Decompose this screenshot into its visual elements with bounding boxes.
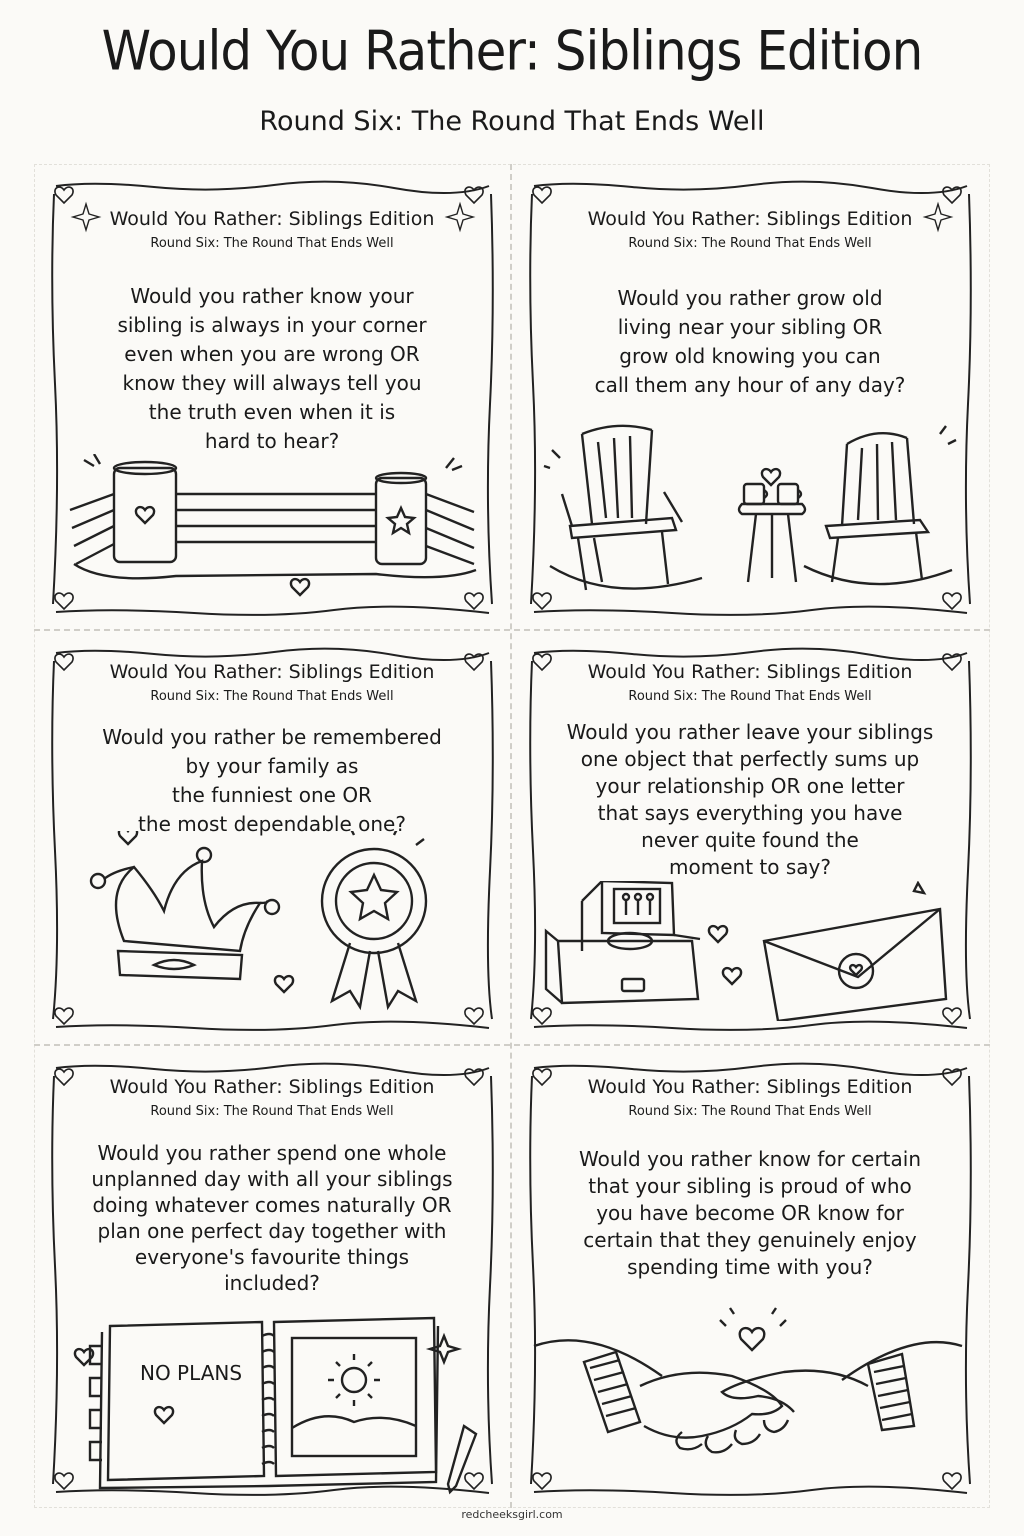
- page-title: Would You Rather: Siblings Edition: [101, 19, 923, 83]
- card-title: Would You Rather: Siblings Edition: [109, 1076, 435, 1098]
- card-title: Would You Rather: Siblings Edition: [587, 661, 913, 683]
- rocking-chairs-icon: [542, 414, 958, 604]
- card-title: Would You Rather: Siblings Edition: [109, 661, 435, 683]
- footer-website: redcheeksgirl.com: [461, 1508, 563, 1521]
- card-sheet: [34, 164, 990, 1508]
- keepsake-box-and-sealed-letter-icon: [542, 881, 958, 1021]
- planner-notebook-icon: [64, 1316, 484, 1496]
- card-title: Would You Rather: Siblings Edition: [587, 1076, 913, 1098]
- question-text: Would you rather leave your siblings one object that perfectly sums up your relationship OR one letter that says everything you have never quite found the moment to say?: [566, 720, 934, 879]
- page-subtitle: Round Six: The Round That Ends Well: [259, 106, 765, 137]
- card-subtitle: Round Six: The Round That Ends Well: [150, 689, 394, 704]
- question-text: Would you rather know for certain that your sibling is proud of who you have become OR know for certain that they genuinely enjoy spending time with you?: [578, 1147, 922, 1279]
- card-subtitle: Round Six: The Round That Ends Well: [628, 236, 872, 251]
- jester-hat-and-award-ribbon-icon: [64, 831, 480, 1021]
- question-text: Would you rather be remembered by your family as the funniest one OR the most dependable one?: [102, 725, 442, 836]
- question-text: Would you rather know your sibling is always in your corner even when you are wrong OR know they will always tell you the truth even when it is hard to hear?: [117, 284, 427, 453]
- handshake-icon: [532, 1306, 972, 1486]
- card-subtitle: Round Six: The Round That Ends Well: [628, 689, 872, 704]
- boxing-ring-icon: [64, 454, 480, 604]
- question-card: [512, 631, 988, 1044]
- question-text: Would you rather grow old living near your sibling OR grow old knowing you can call them any hour of any day?: [594, 286, 906, 397]
- question-card: [34, 164, 510, 629]
- card-title: Would You Rather: Siblings Edition: [587, 208, 913, 230]
- question-card: [34, 1046, 510, 1508]
- card-subtitle: Round Six: The Round That Ends Well: [628, 1104, 872, 1119]
- card-title: Would You Rather: Siblings Edition: [109, 208, 435, 230]
- question-text: Would you rather spend one whole unplanned day with all your siblings doing whatever comes naturally OR plan one perfect day together with everyone's favourite things included?: [91, 1141, 453, 1295]
- card-subtitle: Round Six: The Round That Ends Well: [150, 236, 394, 251]
- card-subtitle: Round Six: The Round That Ends Well: [150, 1104, 394, 1119]
- question-card: [34, 631, 510, 1044]
- planner-label: NO PLANS: [140, 1361, 243, 1385]
- question-card: [512, 164, 988, 629]
- question-card: [512, 1046, 988, 1508]
